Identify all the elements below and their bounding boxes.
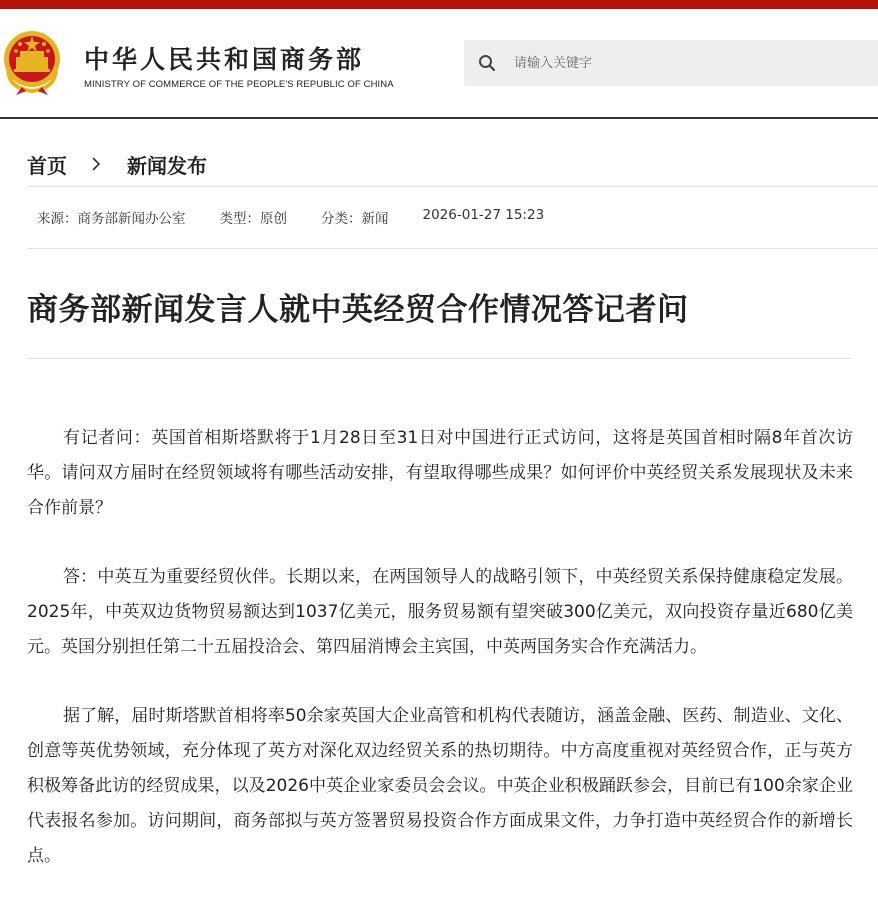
top-accent-bar [0, 0, 878, 9]
divider [27, 248, 878, 249]
article-paragraph: 答：中英互为重要经贸伙伴。长期以来，在两国领导人的战略引领下，中英经贸关系保持健康稳定发展。2025年，中英双边货物贸易额达到1037亿美元，服务贸易额有望突破300亿美元，双向投资存量近680亿美元。英国分别担任第二十五届投洽会、第四届消博会主宾国，中英两国务实合作充满活力。 [27, 567, 853, 657]
meta-datetime: 2026-01-27 15:23 [422, 207, 545, 223]
chevron-right-icon [81, 154, 113, 174]
national-emblem-icon[interactable] [2, 27, 62, 97]
article-paragraph: 有记者问：英国首相斯塔默将于1月28日至31日对中国进行正式访问，这将是英国首相时隔8年首次访华。请问双方届时在经贸领域将有哪些活动安排，有望取得哪些成果？如何评价中英经贸关系发展现状及未来合作前景？ [27, 428, 853, 518]
search-input[interactable] [514, 40, 864, 86]
search-box [464, 40, 878, 86]
divider [27, 358, 852, 359]
breadcrumb-home-link[interactable]: 首页 [27, 153, 67, 178]
search-icon[interactable] [478, 54, 496, 72]
meta-type: 类型：原创 [219, 211, 287, 227]
article-title: 商务部新闻发言人就中英经贸合作情况答记者问 [27, 292, 689, 328]
header-divider [0, 117, 878, 119]
site-title-english: MINISTRY OF COMMERCE OF THE PEOPLE'S REPUBLIC OF CHINA [84, 79, 394, 90]
article-paragraph: 据了解，届时斯塔默首相将率50余家英国大企业高管和机构代表随访，涵盖金融、医药、制造业、文化、创意等英优势领域，充分体现了英方对深化双边经贸关系的热切期待。中方高度重视对英经贸合作，正与英方积极筹备此访的经贸成果，以及2026中英企业家委员会会议。中英企业积极踊跃参会，目前已有100余家企业代表报名参加。访问期间，商务部拟与英方签署贸易投资合作方面成果文件，力争打造中英经贸合作的新增长点。 [27, 706, 853, 866]
breadcrumb-news-link[interactable]: 新闻发布 [127, 153, 207, 178]
meta-category: 分类：新闻 [321, 211, 389, 227]
breadcrumb [27, 148, 207, 180]
divider [27, 186, 878, 187]
site-header [0, 9, 878, 118]
site-title[interactable]: 中华人民共和国商务部 [84, 45, 365, 74]
article-meta [37, 207, 544, 227]
meta-source: 来源：商务部新闻办公室 [37, 211, 186, 227]
